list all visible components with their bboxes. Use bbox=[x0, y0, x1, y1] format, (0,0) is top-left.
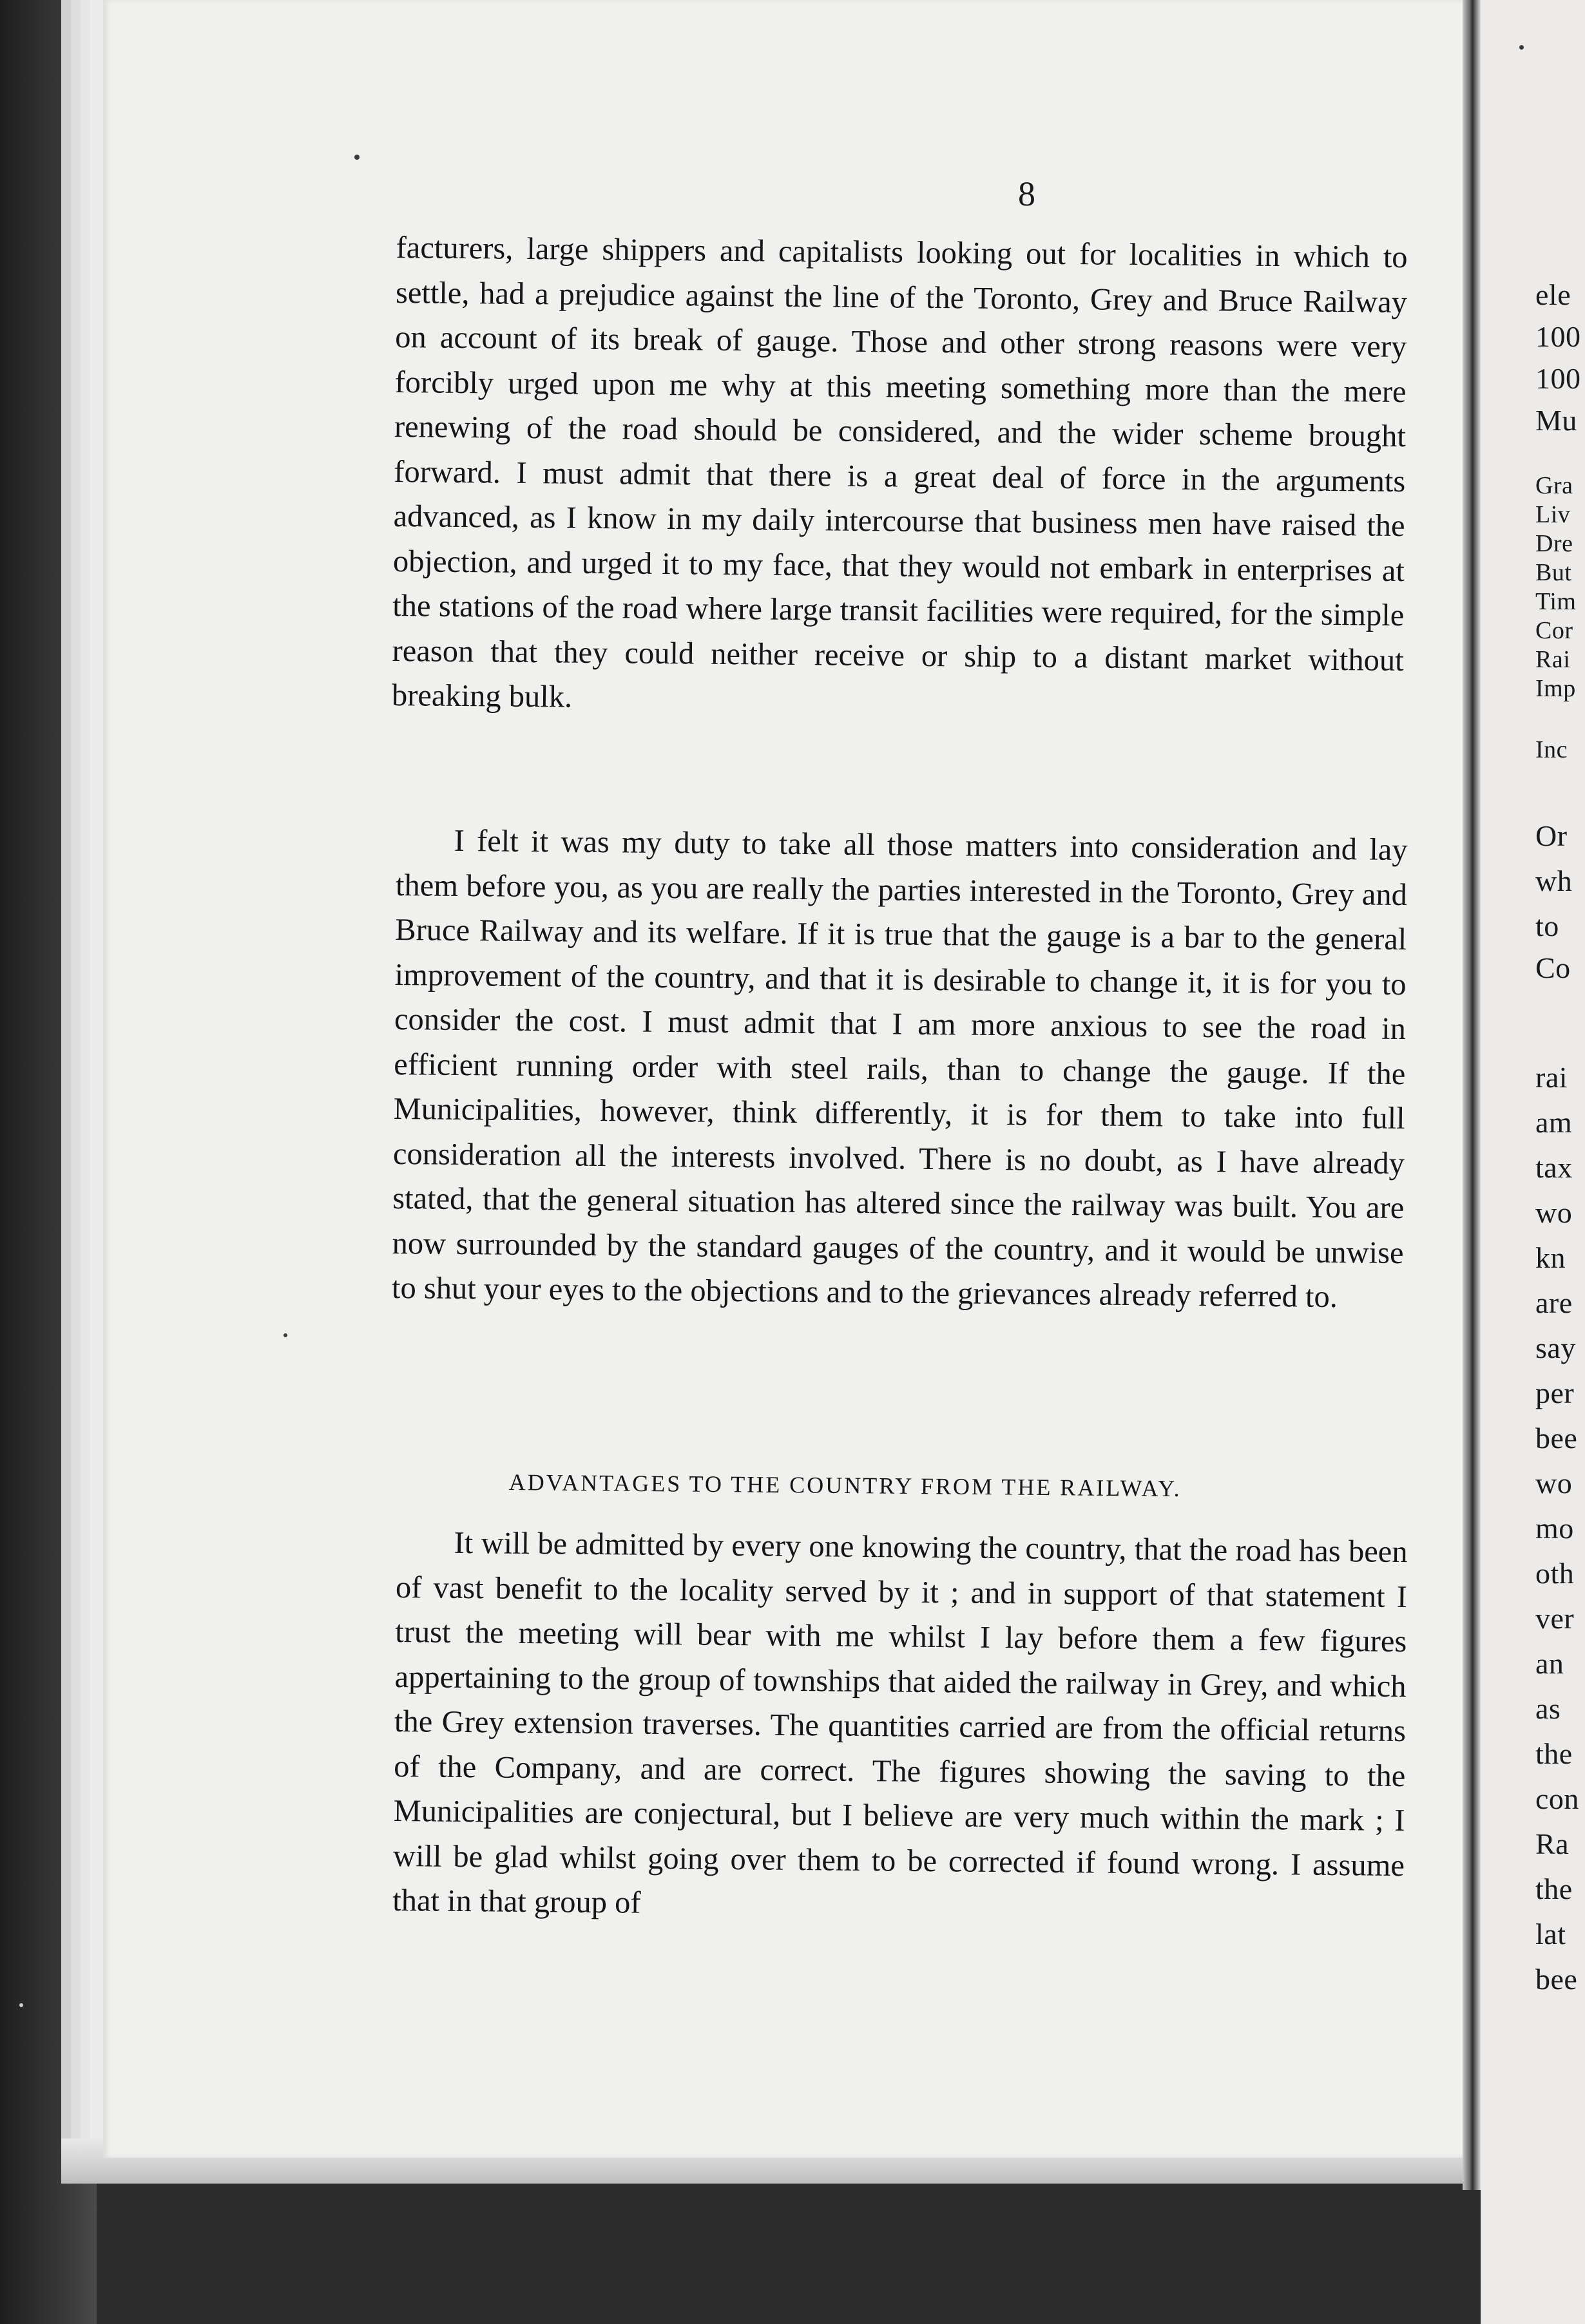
scan-speck bbox=[1519, 45, 1524, 50]
body-paragraph bbox=[392, 225, 1408, 728]
scan-speck bbox=[19, 2003, 23, 2007]
facing-page-fragment: am bbox=[1535, 1106, 1573, 1139]
scan-speck bbox=[283, 1333, 287, 1337]
body-paragraph bbox=[392, 818, 1408, 1320]
facing-page-fragment: mo bbox=[1535, 1512, 1574, 1545]
facing-page-fragment: Inc bbox=[1535, 736, 1568, 763]
facing-page-fragment: ver bbox=[1535, 1602, 1575, 1635]
facing-page-fragment: are bbox=[1535, 1286, 1573, 1319]
facing-page-fragment: per bbox=[1535, 1376, 1575, 1409]
facing-page-fragment: Mu bbox=[1535, 404, 1577, 437]
facing-page-fragment: the bbox=[1535, 1872, 1573, 1905]
facing-page-fragment: lat bbox=[1535, 1918, 1566, 1950]
facing-page-fragment: an bbox=[1535, 1647, 1564, 1680]
facing-page-fragment: Dre bbox=[1535, 530, 1573, 557]
body-paragraph bbox=[392, 1520, 1408, 1933]
paragraph-text: It will be admitted by every one knowing the country, that the road has been of vast benefit to the locality served by it ; and in support of that statement I trust the meeting will bear with me whilst I lay before them a few figures appertaining to the group of townships that aided the railway in Grey, and which the Grey extension traverses. The quantities carried are from the official returns of the Company, and are correct. The figures showing the saving to the Municipalities are conjectural, but I believe are very much within the mark ; I will be glad whilst going over them to be corrected if found wrong. I assume that in that group of bbox=[392, 1525, 1408, 1920]
facing-page-fragment: Co bbox=[1535, 951, 1571, 984]
facing-page-fragment: the bbox=[1535, 1737, 1573, 1770]
facing-page-fragment: as bbox=[1535, 1692, 1561, 1725]
facing-page-fragment: to bbox=[1535, 910, 1559, 942]
facing-page-fragment: But bbox=[1535, 559, 1572, 586]
facing-page-fragment: kn bbox=[1535, 1241, 1566, 1274]
facing-page-fragment: wo bbox=[1535, 1467, 1573, 1500]
facing-page-fragment: bee bbox=[1535, 1422, 1578, 1454]
facing-page-fragment: rai bbox=[1535, 1061, 1568, 1094]
facing-page-fragment: Imp bbox=[1535, 675, 1576, 702]
facing-page bbox=[1481, 0, 1585, 2324]
facing-page-fragment: tax bbox=[1535, 1151, 1573, 1184]
paragraph-text: I felt it was my duty to take all those matters into consideration and lay them before you, as you are really the parties interested in the Toronto, Grey and Bruce Railway and its welfare. If it is true that the gauge is a bar to the general improvement of the country, and that it is desirable to change it, it is for you to consider the cost. I must admit that I am more anxious to see the road in efficient running order with steel rails, than to change the gauge. If the Municipalities, however, think differently, it is for them to take into full consideration all the interests involved. There is no doubt, as I have already stated, that the general situation has altered since the railway was built. You are now surrounded by the standard gauges of the country, and it would be unwise to shut your eyes to the objections and to the grievances already referred to. bbox=[391, 823, 1408, 1315]
scan-speck bbox=[354, 155, 360, 160]
paragraph-text: facturers, large shippers and capitalists looking out for localities in which to settle, had a prejudice against the line of the Toronto, Grey and Bruce Railway on account of its break of gauge. Those and other strong reasons were very forcibly urged upon me why at this meeting something more than the mere renewing of the road should be considered, and the wider scheme brought forward. I must admit that there is a great deal of force in the arguments advanced, as I know in my daily intercourse that business men have raised the objection, and urged it to my face, that they would not embark in enterprises at the stations of the road where large transit facilities were required, for the simple reason that they could neither receive or ship to a distant market without breaking bulk. bbox=[391, 230, 1408, 714]
facing-page-fragment: Rai bbox=[1535, 646, 1571, 673]
facing-page-fragment: wo bbox=[1535, 1196, 1573, 1229]
facing-page-fragment: oth bbox=[1535, 1557, 1575, 1590]
facing-page-fragment: bee bbox=[1535, 1963, 1578, 1995]
facing-page-fragment: ele bbox=[1535, 278, 1571, 311]
facing-page-fragment: Tim bbox=[1535, 588, 1577, 615]
facing-page-fragment: say bbox=[1535, 1331, 1576, 1364]
facing-page-fragment: con bbox=[1535, 1782, 1579, 1815]
section-heading: ADVANTAGES TO THE COUNTRY FROM THE RAILWAY. bbox=[508, 1469, 1182, 1502]
facing-page-fragment: wh bbox=[1535, 864, 1573, 897]
facing-page-fragment: 100 bbox=[1535, 362, 1581, 395]
facing-page-fragment: Gra bbox=[1535, 472, 1573, 499]
facing-page-fragment: Cor bbox=[1535, 617, 1573, 644]
facing-page-fragment: Liv bbox=[1535, 501, 1571, 528]
facing-page-fragment: Or bbox=[1535, 819, 1568, 852]
facing-page-fragment: Ra bbox=[1535, 1827, 1570, 1860]
facing-page-fragment: 100 bbox=[1535, 320, 1581, 353]
book-gutter bbox=[1463, 0, 1481, 2190]
page-number: 8 bbox=[1018, 175, 1035, 213]
